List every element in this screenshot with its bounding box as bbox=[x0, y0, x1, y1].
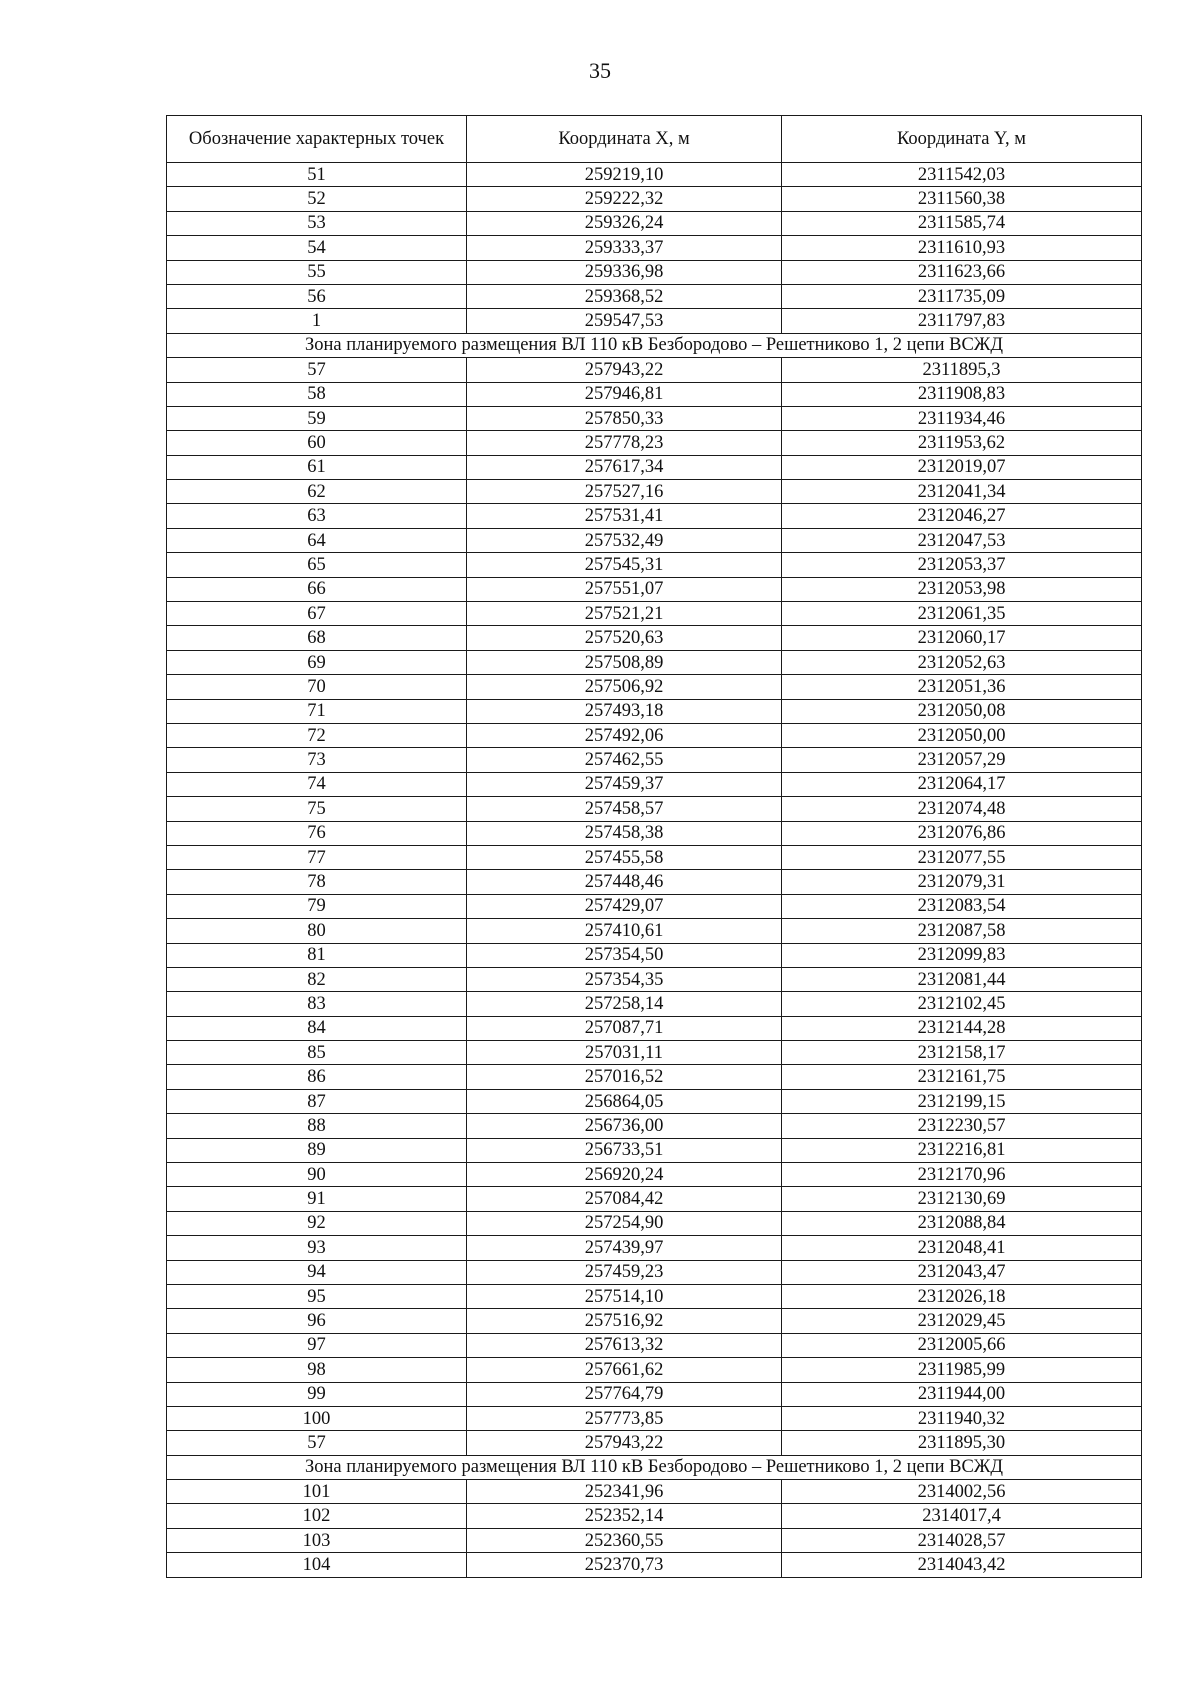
table-row bbox=[167, 1309, 1142, 1333]
point-designation-cell: 100 bbox=[167, 1406, 467, 1430]
table-row bbox=[167, 797, 1142, 821]
coordinate-y-cell: 2312161,75 bbox=[782, 1065, 1142, 1089]
coordinate-y-cell: 2312057,29 bbox=[782, 748, 1142, 772]
coordinate-y-cell: 2312050,00 bbox=[782, 723, 1142, 747]
point-designation-cell: 61 bbox=[167, 455, 467, 479]
point-designation-cell: 54 bbox=[167, 236, 467, 260]
point-designation-cell: 86 bbox=[167, 1065, 467, 1089]
coordinate-y-cell: 2312053,98 bbox=[782, 577, 1142, 601]
table-row bbox=[167, 1406, 1142, 1430]
table-row bbox=[167, 260, 1142, 284]
coordinate-y-cell: 2311953,62 bbox=[782, 431, 1142, 455]
point-designation-cell: 89 bbox=[167, 1138, 467, 1162]
point-designation-cell: 72 bbox=[167, 723, 467, 747]
coordinate-y-cell: 2314028,57 bbox=[782, 1528, 1142, 1552]
table-row bbox=[167, 1382, 1142, 1406]
coordinate-y-cell: 2311585,74 bbox=[782, 211, 1142, 235]
table-row bbox=[167, 967, 1142, 991]
coordinate-x-cell: 259222,32 bbox=[467, 187, 782, 211]
table-row bbox=[167, 309, 1142, 333]
coordinate-y-cell: 2311560,38 bbox=[782, 187, 1142, 211]
point-designation-cell: 66 bbox=[167, 577, 467, 601]
coordinate-y-cell: 2311610,93 bbox=[782, 236, 1142, 260]
coordinate-y-cell: 2312081,44 bbox=[782, 967, 1142, 991]
coordinate-x-cell: 257459,37 bbox=[467, 772, 782, 796]
coordinate-x-cell: 256864,05 bbox=[467, 1089, 782, 1113]
table-row bbox=[167, 480, 1142, 504]
coordinate-x-cell: 257455,58 bbox=[467, 845, 782, 869]
coordinate-x-cell: 259326,24 bbox=[467, 211, 782, 235]
coordinate-x-cell: 252370,73 bbox=[467, 1553, 782, 1577]
coordinate-y-cell: 2311735,09 bbox=[782, 284, 1142, 308]
coordinate-x-cell: 252341,96 bbox=[467, 1480, 782, 1504]
header-point-designation: Обозначение характерных точек bbox=[167, 116, 467, 163]
coordinate-x-cell: 256920,24 bbox=[467, 1163, 782, 1187]
table-row bbox=[167, 1065, 1142, 1089]
coordinate-y-cell: 2311944,00 bbox=[782, 1382, 1142, 1406]
coordinate-y-cell: 2312230,57 bbox=[782, 1114, 1142, 1138]
table-row bbox=[167, 1114, 1142, 1138]
coordinate-y-cell: 2312050,08 bbox=[782, 699, 1142, 723]
coordinate-x-cell: 257520,63 bbox=[467, 626, 782, 650]
point-designation-cell: 84 bbox=[167, 1016, 467, 1040]
point-designation-cell: 97 bbox=[167, 1333, 467, 1357]
coordinate-x-cell: 257773,85 bbox=[467, 1406, 782, 1430]
point-designation-cell: 99 bbox=[167, 1382, 467, 1406]
point-designation-cell: 73 bbox=[167, 748, 467, 772]
table-row bbox=[167, 236, 1142, 260]
coordinate-y-cell: 2312047,53 bbox=[782, 528, 1142, 552]
point-designation-cell: 79 bbox=[167, 894, 467, 918]
table-row bbox=[167, 772, 1142, 796]
point-designation-cell: 91 bbox=[167, 1187, 467, 1211]
point-designation-cell: 56 bbox=[167, 284, 467, 308]
table-row bbox=[167, 626, 1142, 650]
coordinate-x-cell: 257354,35 bbox=[467, 967, 782, 991]
coordinate-y-cell: 2312019,07 bbox=[782, 455, 1142, 479]
table-body bbox=[167, 163, 1142, 1578]
table-row bbox=[167, 1528, 1142, 1552]
coordinate-x-cell: 252360,55 bbox=[467, 1528, 782, 1552]
table-row bbox=[167, 943, 1142, 967]
table-row bbox=[167, 650, 1142, 674]
table-row bbox=[167, 1553, 1142, 1577]
coordinate-y-cell: 2314017,4 bbox=[782, 1504, 1142, 1528]
point-designation-cell: 65 bbox=[167, 553, 467, 577]
point-designation-cell: 75 bbox=[167, 797, 467, 821]
point-designation-cell: 96 bbox=[167, 1309, 467, 1333]
coordinate-x-cell: 257545,31 bbox=[467, 553, 782, 577]
coordinate-y-cell: 2312158,17 bbox=[782, 1041, 1142, 1065]
coordinate-x-cell: 257410,61 bbox=[467, 919, 782, 943]
zone-heading-row bbox=[167, 1455, 1142, 1479]
coordinate-y-cell: 2311908,83 bbox=[782, 382, 1142, 406]
coordinate-x-cell: 252352,14 bbox=[467, 1504, 782, 1528]
point-designation-cell: 64 bbox=[167, 528, 467, 552]
table-row bbox=[167, 699, 1142, 723]
coordinate-x-cell: 257459,23 bbox=[467, 1260, 782, 1284]
coordinate-x-cell: 256733,51 bbox=[467, 1138, 782, 1162]
table-row bbox=[167, 821, 1142, 845]
table-row bbox=[167, 675, 1142, 699]
table-row bbox=[167, 1504, 1142, 1528]
coordinate-y-cell: 2312051,36 bbox=[782, 675, 1142, 699]
table-row bbox=[167, 1236, 1142, 1260]
coordinate-x-cell: 257850,33 bbox=[467, 406, 782, 430]
point-designation-cell: 87 bbox=[167, 1089, 467, 1113]
table-row bbox=[167, 1431, 1142, 1455]
point-designation-cell: 83 bbox=[167, 992, 467, 1016]
table-row bbox=[167, 1187, 1142, 1211]
table-row bbox=[167, 406, 1142, 430]
table-row bbox=[167, 1138, 1142, 1162]
coordinate-x-cell: 257946,81 bbox=[467, 382, 782, 406]
coordinate-x-cell: 257439,97 bbox=[467, 1236, 782, 1260]
coordinate-y-cell: 2312046,27 bbox=[782, 504, 1142, 528]
coordinate-y-cell: 2311940,32 bbox=[782, 1406, 1142, 1430]
table-row bbox=[167, 1163, 1142, 1187]
coordinate-y-cell: 2311985,99 bbox=[782, 1358, 1142, 1382]
coordinate-x-cell: 257506,92 bbox=[467, 675, 782, 699]
page-number: 35 bbox=[589, 58, 611, 83]
point-designation-cell: 82 bbox=[167, 967, 467, 991]
table-row bbox=[167, 528, 1142, 552]
coordinate-x-cell: 257254,90 bbox=[467, 1211, 782, 1235]
coordinates-table bbox=[166, 115, 1142, 1578]
coordinate-x-cell: 257087,71 bbox=[467, 1016, 782, 1040]
point-designation-cell: 60 bbox=[167, 431, 467, 455]
table-row bbox=[167, 284, 1142, 308]
point-designation-cell: 55 bbox=[167, 260, 467, 284]
point-designation-cell: 59 bbox=[167, 406, 467, 430]
header-coordinate-x: Координата X, м bbox=[467, 116, 782, 163]
coordinate-x-cell: 257943,22 bbox=[467, 358, 782, 382]
point-designation-cell: 102 bbox=[167, 1504, 467, 1528]
coordinate-x-cell: 257778,23 bbox=[467, 431, 782, 455]
coordinate-x-cell: 257493,18 bbox=[467, 699, 782, 723]
coordinate-y-cell: 2312079,31 bbox=[782, 870, 1142, 894]
coordinate-y-cell: 2312064,17 bbox=[782, 772, 1142, 796]
table-row bbox=[167, 211, 1142, 235]
coordinate-x-cell: 257514,10 bbox=[467, 1284, 782, 1308]
coordinate-x-cell: 257527,16 bbox=[467, 480, 782, 504]
coordinate-x-cell: 256736,00 bbox=[467, 1114, 782, 1138]
point-designation-cell: 51 bbox=[167, 163, 467, 187]
coordinate-y-cell: 2312053,37 bbox=[782, 553, 1142, 577]
coordinate-y-cell: 2312077,55 bbox=[782, 845, 1142, 869]
coordinate-x-cell: 257429,07 bbox=[467, 894, 782, 918]
coordinate-x-cell: 259336,98 bbox=[467, 260, 782, 284]
point-designation-cell: 57 bbox=[167, 1431, 467, 1455]
coordinate-y-cell: 2311895,3 bbox=[782, 358, 1142, 382]
coordinate-x-cell: 257661,62 bbox=[467, 1358, 782, 1382]
point-designation-cell: 85 bbox=[167, 1041, 467, 1065]
table-row bbox=[167, 163, 1142, 187]
table-row bbox=[167, 894, 1142, 918]
coordinate-y-cell: 2311797,83 bbox=[782, 309, 1142, 333]
table-row bbox=[167, 602, 1142, 626]
table-row bbox=[167, 358, 1142, 382]
table-row bbox=[167, 870, 1142, 894]
point-designation-cell: 76 bbox=[167, 821, 467, 845]
coordinate-y-cell: 2312005,66 bbox=[782, 1333, 1142, 1357]
coordinate-x-cell: 257532,49 bbox=[467, 528, 782, 552]
coordinate-x-cell: 259219,10 bbox=[467, 163, 782, 187]
coordinate-y-cell: 2312076,86 bbox=[782, 821, 1142, 845]
point-designation-cell: 57 bbox=[167, 358, 467, 382]
coordinate-x-cell: 257458,57 bbox=[467, 797, 782, 821]
coordinate-y-cell: 2312043,47 bbox=[782, 1260, 1142, 1284]
coordinate-x-cell: 257448,46 bbox=[467, 870, 782, 894]
point-designation-cell: 103 bbox=[167, 1528, 467, 1552]
coordinate-y-cell: 2312099,83 bbox=[782, 943, 1142, 967]
coordinate-x-cell: 257508,89 bbox=[467, 650, 782, 674]
point-designation-cell: 1 bbox=[167, 309, 467, 333]
point-designation-cell: 71 bbox=[167, 699, 467, 723]
point-designation-cell: 70 bbox=[167, 675, 467, 699]
coordinate-x-cell: 257458,38 bbox=[467, 821, 782, 845]
coordinate-y-cell: 2312088,84 bbox=[782, 1211, 1142, 1235]
point-designation-cell: 77 bbox=[167, 845, 467, 869]
coordinate-y-cell: 2312087,58 bbox=[782, 919, 1142, 943]
coordinate-x-cell: 257462,55 bbox=[467, 748, 782, 772]
point-designation-cell: 67 bbox=[167, 602, 467, 626]
coordinate-y-cell: 2314002,56 bbox=[782, 1480, 1142, 1504]
coordinate-x-cell: 257031,11 bbox=[467, 1041, 782, 1065]
table-row bbox=[167, 748, 1142, 772]
coordinate-y-cell: 2312216,81 bbox=[782, 1138, 1142, 1162]
coordinate-x-cell: 257551,07 bbox=[467, 577, 782, 601]
point-designation-cell: 92 bbox=[167, 1211, 467, 1235]
table-row bbox=[167, 431, 1142, 455]
point-designation-cell: 104 bbox=[167, 1553, 467, 1577]
table-row bbox=[167, 455, 1142, 479]
coordinate-x-cell: 257943,22 bbox=[467, 1431, 782, 1455]
table-row bbox=[167, 577, 1142, 601]
point-designation-cell: 101 bbox=[167, 1480, 467, 1504]
table-row bbox=[167, 992, 1142, 1016]
point-designation-cell: 90 bbox=[167, 1163, 467, 1187]
coordinate-y-cell: 2311542,03 bbox=[782, 163, 1142, 187]
point-designation-cell: 80 bbox=[167, 919, 467, 943]
point-designation-cell: 69 bbox=[167, 650, 467, 674]
zone-heading: Зона планируемого размещения ВЛ 110 кВ Безбородово – Решетниково 1, 2 цепи ВСЖД bbox=[167, 1455, 1142, 1479]
coordinate-y-cell: 2312041,34 bbox=[782, 480, 1142, 504]
coordinate-y-cell: 2312060,17 bbox=[782, 626, 1142, 650]
table-row bbox=[167, 1333, 1142, 1357]
coordinate-x-cell: 259368,52 bbox=[467, 284, 782, 308]
coordinate-x-cell: 257521,21 bbox=[467, 602, 782, 626]
coordinate-y-cell: 2312074,48 bbox=[782, 797, 1142, 821]
coordinate-y-cell: 2312048,41 bbox=[782, 1236, 1142, 1260]
table-row bbox=[167, 1016, 1142, 1040]
coordinate-x-cell: 257354,50 bbox=[467, 943, 782, 967]
coordinate-x-cell: 257084,42 bbox=[467, 1187, 782, 1211]
point-designation-cell: 98 bbox=[167, 1358, 467, 1382]
coordinate-x-cell: 259333,37 bbox=[467, 236, 782, 260]
table-row bbox=[167, 1358, 1142, 1382]
table-row bbox=[167, 504, 1142, 528]
zone-heading-row bbox=[167, 333, 1142, 357]
coordinate-y-cell: 2312130,69 bbox=[782, 1187, 1142, 1211]
coordinate-y-cell: 2312052,63 bbox=[782, 650, 1142, 674]
table-row bbox=[167, 1260, 1142, 1284]
coordinate-y-cell: 2312102,45 bbox=[782, 992, 1142, 1016]
table-row bbox=[167, 1089, 1142, 1113]
coordinate-y-cell: 2312061,35 bbox=[782, 602, 1142, 626]
coordinate-y-cell: 2311895,30 bbox=[782, 1431, 1142, 1455]
table-row bbox=[167, 723, 1142, 747]
point-designation-cell: 78 bbox=[167, 870, 467, 894]
table-row bbox=[167, 1480, 1142, 1504]
coordinate-x-cell: 259547,53 bbox=[467, 309, 782, 333]
coordinate-x-cell: 257617,34 bbox=[467, 455, 782, 479]
table-row bbox=[167, 187, 1142, 211]
coordinate-y-cell: 2314043,42 bbox=[782, 1553, 1142, 1577]
point-designation-cell: 95 bbox=[167, 1284, 467, 1308]
point-designation-cell: 63 bbox=[167, 504, 467, 528]
coordinate-y-cell: 2312170,96 bbox=[782, 1163, 1142, 1187]
coordinate-y-cell: 2312083,54 bbox=[782, 894, 1142, 918]
point-designation-cell: 68 bbox=[167, 626, 467, 650]
header-coordinate-y: Координата Y, м bbox=[782, 116, 1142, 163]
table-row bbox=[167, 1284, 1142, 1308]
coordinate-y-cell: 2312144,28 bbox=[782, 1016, 1142, 1040]
coordinate-x-cell: 257764,79 bbox=[467, 1382, 782, 1406]
point-designation-cell: 88 bbox=[167, 1114, 467, 1138]
coordinate-y-cell: 2312026,18 bbox=[782, 1284, 1142, 1308]
table-row bbox=[167, 553, 1142, 577]
point-designation-cell: 58 bbox=[167, 382, 467, 406]
coordinate-x-cell: 257492,06 bbox=[467, 723, 782, 747]
point-designation-cell: 93 bbox=[167, 1236, 467, 1260]
coordinate-y-cell: 2312029,45 bbox=[782, 1309, 1142, 1333]
coordinate-y-cell: 2311934,46 bbox=[782, 406, 1142, 430]
coordinate-x-cell: 257516,92 bbox=[467, 1309, 782, 1333]
coordinate-y-cell: 2312199,15 bbox=[782, 1089, 1142, 1113]
point-designation-cell: 74 bbox=[167, 772, 467, 796]
coordinate-x-cell: 257531,41 bbox=[467, 504, 782, 528]
zone-heading: Зона планируемого размещения ВЛ 110 кВ Безбородово – Решетниково 1, 2 цепи ВСЖД bbox=[167, 333, 1142, 357]
coordinate-x-cell: 257613,32 bbox=[467, 1333, 782, 1357]
coordinate-y-cell: 2311623,66 bbox=[782, 260, 1142, 284]
coordinate-x-cell: 257258,14 bbox=[467, 992, 782, 1016]
table-row bbox=[167, 919, 1142, 943]
point-designation-cell: 81 bbox=[167, 943, 467, 967]
point-designation-cell: 53 bbox=[167, 211, 467, 235]
table-row bbox=[167, 845, 1142, 869]
table-header-row bbox=[167, 116, 1142, 163]
point-designation-cell: 94 bbox=[167, 1260, 467, 1284]
coordinate-x-cell: 257016,52 bbox=[467, 1065, 782, 1089]
table-row bbox=[167, 1211, 1142, 1235]
table-row bbox=[167, 382, 1142, 406]
point-designation-cell: 52 bbox=[167, 187, 467, 211]
table-row bbox=[167, 1041, 1142, 1065]
point-designation-cell: 62 bbox=[167, 480, 467, 504]
